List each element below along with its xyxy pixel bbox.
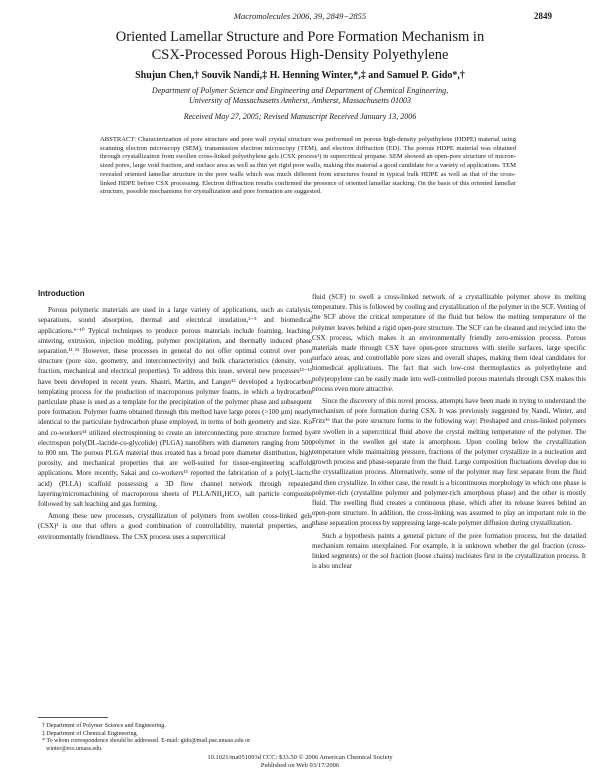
abstract: ABSTRACT: Characterization of pore structure and pore wall crystal structure was performed on porous high-density polyethylene (HDPE) material using scanning electron microscopy (SEM), transmission electron microscopy (TEM), and electron diffraction (ED). The porous HDPE material was obtained through crystallization from swollen cross-linked polyethylene gels (CSX process¹) in supercritical propane. SEM showed an open-pore structure of micron-sized pores, large void fraction, and surface area as well as thin yet rigid pore walls, making this material a good candidate for a variety of applications. TEM revealed oriented lamellar structure in the pore walls which was much different from structures found in typical bulk HDPE as well as that of the cross-linked HDPE before CSX processing. Electron diffraction results confirmed the presence of oriented lamellar stacking. On the basis of this oriented lamellar structure, possible mechanisms for crystallization and pore formation are suggested. bbox=[100, 136, 516, 196]
received-dates: Received May 27, 2005; Revised Manuscript Received January 13, 2006 bbox=[183, 112, 417, 121]
paragraph: Among these new processes, crystallization of polymers from swollen cross-linked gels (CSX)¹ is one that offers a good combination of controllability, material properties, and environmentally friendliness. The CSX process uses a supercritical bbox=[38, 512, 312, 541]
journal-year-volume-pages: 2006, 39, 2849−2855 bbox=[292, 11, 367, 21]
section-heading: Introduction bbox=[38, 289, 85, 298]
paragraph: Such a hypothesis paints a general picture of the pore formation process, but the detailed mechanism remains unexplained. For example, it is unknown whether the gel fraction (cross-linked segments) or the sol fraction (loose chains) nucleates first in the crystallization process. It is also unclear bbox=[312, 531, 586, 571]
title-line: CSX-Processed Porous High-Density Polyethylene bbox=[151, 47, 449, 63]
doi-line: 10.1021/ma051093d CCC: $33.50 © 2006 American Chemical Society bbox=[207, 754, 393, 761]
right-column bbox=[312, 292, 586, 573]
left-column bbox=[38, 289, 312, 544]
page-number: 2849 bbox=[534, 11, 552, 21]
publication-footer bbox=[0, 754, 600, 770]
author-list: Shujun Chen,† Souvik Nandi,‡ H. Henning Winter,*,‡ and Samuel P. Gido*,† bbox=[135, 70, 465, 81]
paragraph: Porous polymeric materials are used in a large variety of applications, such as catalysis, separations, sound absorption, thermal and electrical insulation,²⁻⁵ and biomedical applications.⁶⁻¹⁰ Typical techniques to produce porous materials include foaming, leaching, sintering, extrusion, injection molding, polymer precipitation, and thermally induced phase separation.¹¹ˌ¹² However, these processes in general do not offer optimal control over pore structure (pore size, geometry, and interconnectivity) and bulk characteristics (density, void fraction, mechanical and electrical properties). To address this issue, several new processes¹³⁻¹⁵ have been developed in recent years. Shastri, Martin, and Langer¹³ developed a hydrocarbon templating process for the production of macroporous polymer foams, in which a hydrocarbon particulate phase is used as a template for the precipitation of the polymer phase and subsequent pore formation. Polymer foams obtained through this method have large pores (>100 μm) nearly identical to the particulate hydrocarbon phase employed, in terms of both geometry and size. Ko and co-workers¹⁴ utilized electrospinning to create an interconnecting pore structure formed by electrospun poly(DL-lactide-co-glycolide) (PLGA) nanofibers with diameters ranging from 500 to 800 nm. The porous PLGA material thus created has a broad pore diameter distribution, high porosity, and mechanical properties that are well-suited for tissue-engineering scaffold applications. More recently, Sakai and co-workers¹⁵ reported the fabrication of a poly(L-lactic acid) (PLLA) scaffold possessing a 3D flow channel network through repeated layering/micromachining of macroporous sheets of PLLA/NH₄HCO₃ salt particle composite followed by salt leaching and gas forming. bbox=[38, 306, 312, 509]
affiliation-line: Department of Polymer Science and Engineering and Department of Chemical Engineering, bbox=[151, 86, 449, 95]
affiliation bbox=[60, 86, 540, 106]
title-line: Oriented Lamellar Structure and Pore Formation Mechanism in bbox=[115, 29, 485, 45]
published-date: Published on Web 03/17/2006 bbox=[260, 762, 340, 769]
footnote: * To whom correspondence should be addressed. E-mail: gido@mail.pse.umass.edu or winter@ecs.umass.edu. bbox=[42, 738, 251, 752]
affiliation-line: University of Massachusetts Amherst, Amherst, Massachusetts 01003 bbox=[189, 96, 411, 105]
journal-name: Macromolecules bbox=[233, 11, 291, 21]
article-title bbox=[70, 28, 530, 64]
journal-citation bbox=[0, 11, 600, 21]
footnote: ‡ Department of Chemical Engineering. bbox=[42, 730, 139, 737]
paragraph: Since the discovery of this novel process, attempts have been made in trying to understand the mechanism of pore formation during CSX. It was previously suggested by Nandi, Winter, and Fritz¹⁶ that the pore structure forms in the following way: Preshaped and cross-linked polymers are swollen in a supercritical fluid above the crystal melting temperature of the polymer. The polymer in the swollen gel state is amorphous. Upon cooling below the crystallization temperature while maintaining pressure, fractions of the polymer crystallize in a nucleation and growth process and phase-separate from the fluid. Large composition fluctuations develop due to the crystallization process. Alternatively, some of the polymer may first separate from the fluid and then crystallize. In either case, the result is a bicontinuous morphology in which one phase is polymer-rich (crystalline polymer and polymer-rich amorphous phase) and the other is mostly fluid. The swelling fluid creates a continuous phase, which after its release leaves behind an open-pore structure. In addition, the cross-linking was assumed to play an important role in the phase separation process by suppressing large-scale polymer diffusion during crystallization. bbox=[312, 397, 586, 528]
footnotes bbox=[38, 723, 304, 753]
paragraph: fluid (SCF) to swell a cross-linked network of a crystallizable polymer above its melting temperature. This is followed by cooling and crystallization of the polymer in the SCF. Venting of the SCF above the critical temperature of the fluid but below the melting temperature of the polymer leaves behind a rigid open-pore structure. The SCF can be cleaned and recycled into the CSX process, which makes it an environmentally friendly zero-emission process. Porous materials made through CSX have open-pore structures with sterile surfaces, large specific surface areas, and controllable pore sizes and overall shapes, making them ideal candidates for biomedical applications. The fact that such low-cost thermoplastics as polyethylene and polypropylene can be easily made into well-controlled porous materials through CSX makes this process even more attractive. bbox=[312, 293, 586, 393]
footnote: † Department of Polymer Science and Engineering. bbox=[42, 723, 166, 729]
footnote-divider bbox=[38, 717, 108, 718]
